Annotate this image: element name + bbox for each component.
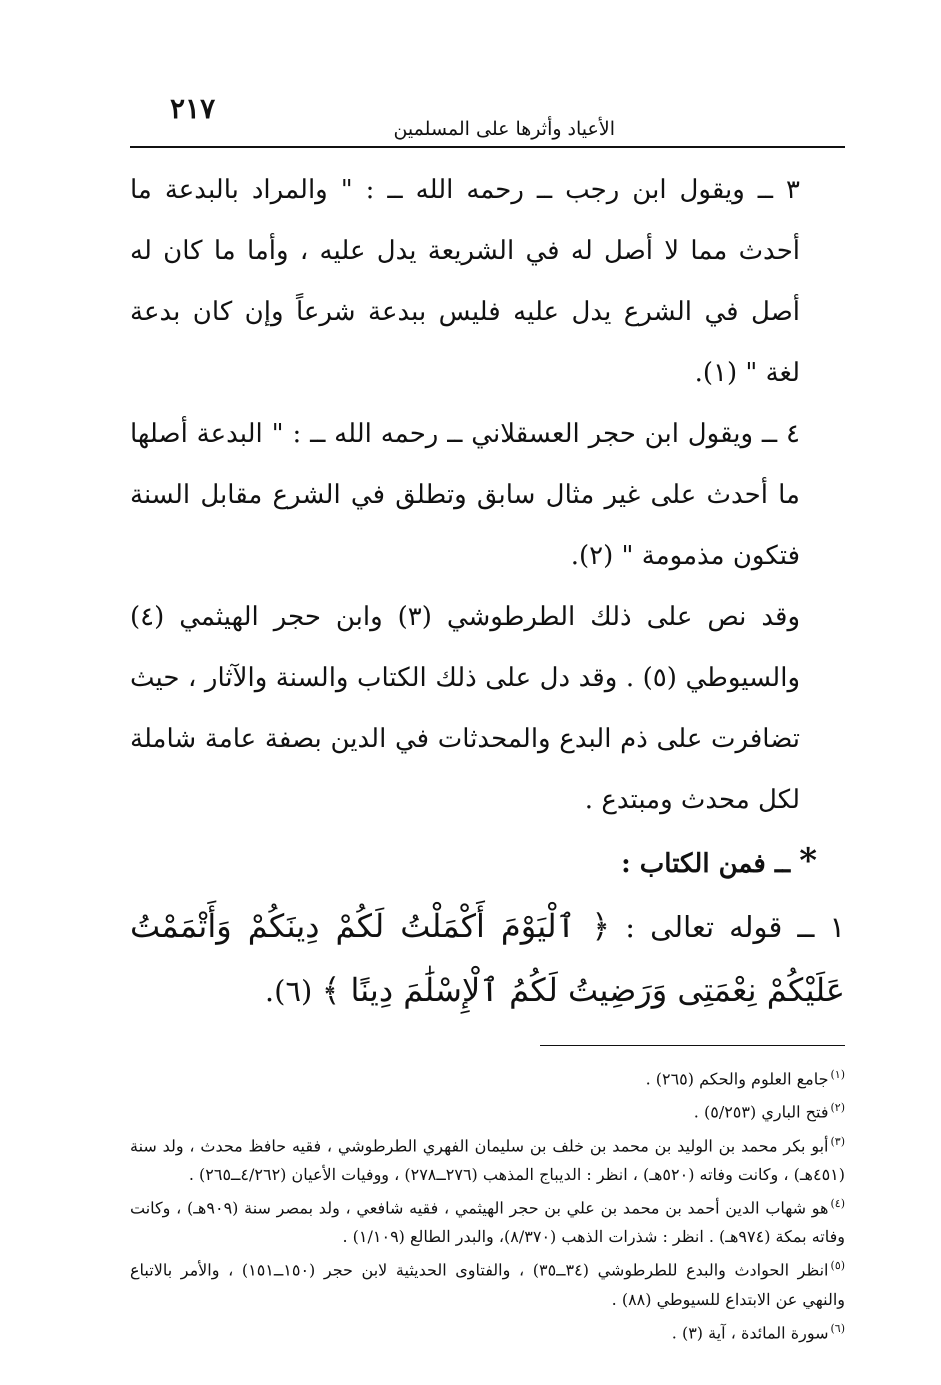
footnote-number: (٢) bbox=[830, 1101, 845, 1115]
footnote-number: (٥) bbox=[830, 1259, 846, 1273]
section-heading bbox=[130, 831, 845, 895]
footnote-5 bbox=[130, 1251, 845, 1313]
paragraph-ibn-hajar: ٤ ــ ويقول ابن حجر العسقلاني ــ رحمه الله ــ : " البدعة أصلها ما أحدث على غير مثال سابق وتطلق في الشرع مقابل السنة فتكون مذمومة " (٢). bbox=[130, 419, 800, 571]
footnote-1 bbox=[130, 1060, 845, 1093]
footnote-number: (٦) bbox=[830, 1321, 845, 1335]
section-heading-text: ــ فمن الكتاب : bbox=[621, 849, 791, 879]
footnote-text: جامع العلوم والحكم (٢٦٥) . bbox=[645, 1069, 829, 1089]
footnote-6 bbox=[130, 1314, 845, 1347]
page-header bbox=[130, 88, 845, 148]
paragraph-ibn-rajab: ٣ ــ ويقول ابن رجب ــ رحمه الله ــ : " والمراد بالبدعة ما أحدث مما لا أصل له في الشريعة يدل عليه ، وأما ما كان له أصل في الشرع يدل عليه فليس ببدعة شرعاً وإن كان بدعة لغة " (١). bbox=[130, 175, 800, 388]
footnote-2 bbox=[130, 1093, 845, 1126]
verse-reference: (٦). bbox=[264, 974, 313, 1008]
page-number: ٢١٧ bbox=[170, 92, 216, 125]
quran-verse bbox=[130, 895, 845, 1023]
footnote-text: فتح الباري (٥/٢٥٣) . bbox=[693, 1102, 829, 1122]
verse-intro: ١ ــ قوله تعالى : bbox=[625, 910, 846, 944]
running-title: الأعياد وأثرها على المسلمين bbox=[393, 118, 615, 140]
footnote-number: (٤) bbox=[830, 1196, 845, 1210]
body-text bbox=[130, 160, 845, 1023]
footnote-divider bbox=[540, 1045, 845, 1046]
paragraph-scholars: وقد نص على ذلك الطرطوشي (٣) وابن حجر الهيثمي (٤) والسيوطي (٥) . وقد دل على ذلك الكتاب والسنة والآثار ، حيث تضافرت على ذم البدع والمحدثات في الدين بصفة عامة شاملة لكل محدث ومبتدع . bbox=[130, 602, 800, 815]
footnote-3 bbox=[130, 1127, 845, 1189]
footnote-number: (٣) bbox=[830, 1134, 845, 1148]
verse-text: ﴿ ٱلْيَوْمَ أَكْمَلْتُ لَكُمْ دِينَكُمْ وَأَتْمَمْتُ عَلَيْكُمْ نِعْمَتِى وَرَضِيتُ لَكُمُ ٱلْإِسْلَٰمَ دِينًا ﴾ bbox=[130, 907, 845, 1009]
footnote-4 bbox=[130, 1189, 845, 1251]
footnote-text: انظر الحوادث والبدع للطرطوشي (٣٤ــ٣٥) ، والفتاوى الحديثية لابن حجر (١٥٠ــ١٥١) ، والأمر بالاتباع والنهي عن الابتداع للسيوطي (٨٨) . bbox=[130, 1260, 845, 1309]
footnote-text: أبو بكر محمد بن الوليد بن محمد بن خلف بن سليمان الفهري الطرطوشي ، فقيه حافظ محدث ، ولد سنة (٤٥١هـ) ، وكانت وفاته (٥٢٠هـ) ، انظر : الديباج المذهب (٢٧٦ــ٢٧٨) ، ووفيات الأعيان (٤/٢٦٢ــ٢٦٥) . bbox=[130, 1135, 845, 1184]
footnote-number: (١) bbox=[830, 1068, 845, 1081]
page bbox=[130, 88, 845, 1347]
star-marker: * bbox=[799, 841, 817, 881]
footnote-text: سورة المائدة ، آية (٣) . bbox=[671, 1322, 829, 1342]
footnote-text: هو شهاب الدين أحمد بن محمد بن علي بن حجر الهيثمي ، فقيه شافعي ، ولد بمصر سنة (٩٠٩هـ) ، وكانت وفاته بمكة (٩٧٤هـ) . انظر : شذرات الذهب (٨/٣٧٠)، والبدر الطالع (١/١٠٩) . bbox=[130, 1198, 845, 1247]
footnotes bbox=[130, 1060, 845, 1347]
